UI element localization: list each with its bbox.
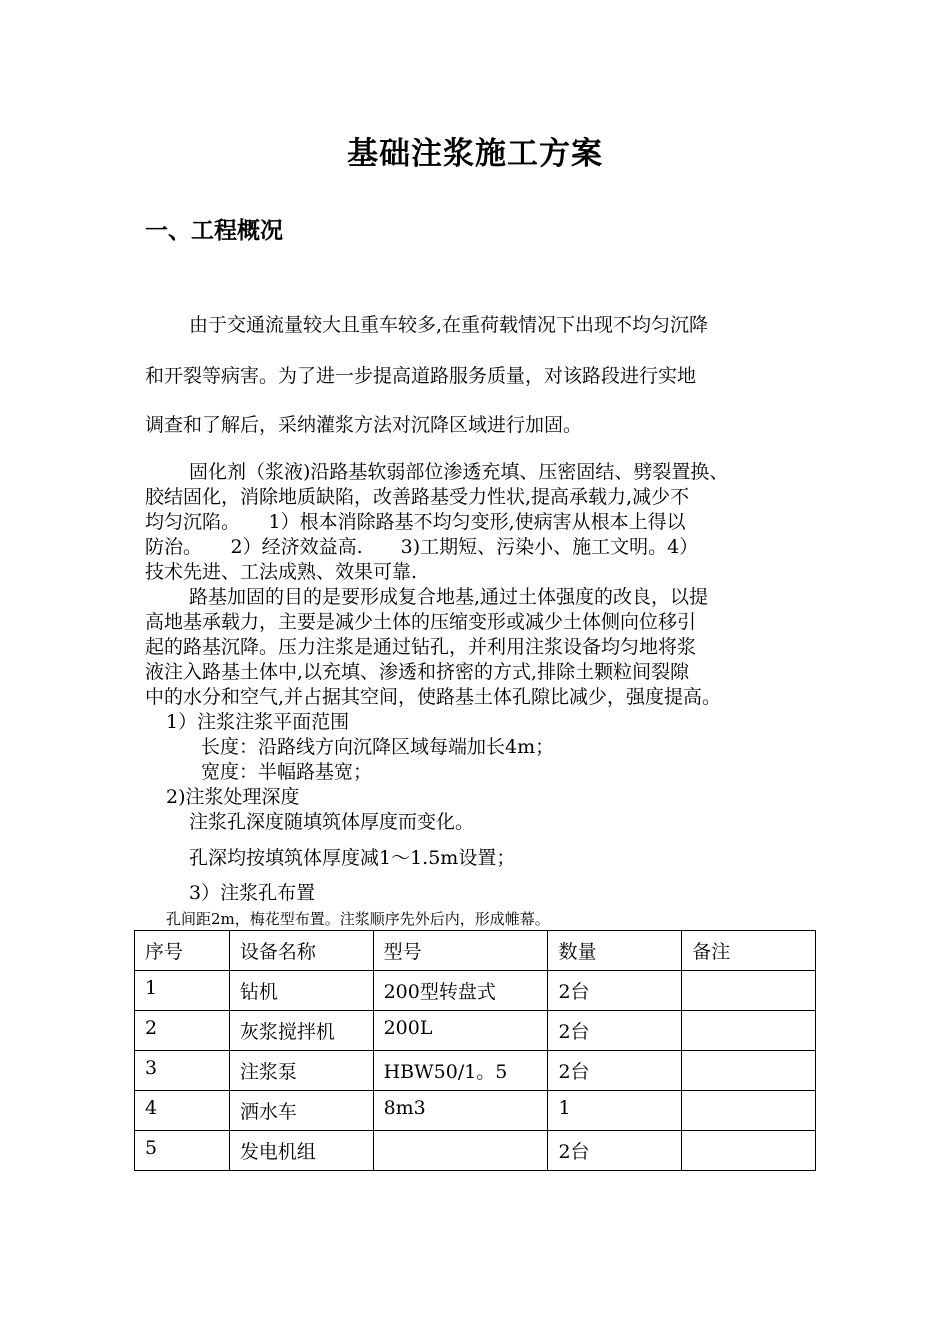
para2-line-11: 1）注浆注浆平面范围	[166, 711, 350, 733]
header-quantity: 数量	[548, 931, 682, 971]
para1-line-1: 由于交通流量较大且重车较多,在重荷载情况下出现不均匀沉降	[189, 314, 709, 336]
para2-line-8: 起的路基沉降。压力注浆是通过钻孔，并利用注浆设备均匀地将浆	[145, 636, 697, 658]
cell-model: 200L	[373, 1011, 548, 1051]
table-row	[135, 1091, 816, 1131]
cell-index: 1	[135, 971, 230, 1011]
para2-line-6: 路基加固的目的是要形成复合地基,通过土体强度的改良，以提	[189, 586, 709, 608]
cell-model: 8m3	[373, 1091, 548, 1131]
para2-line-14: 2)注浆处理深度	[166, 786, 300, 808]
table-row	[135, 1051, 816, 1091]
para2-line-10: 中的水分和空气,并占据其空间，使路基土体孔隙比减少，强度提高。	[145, 686, 722, 708]
header-remarks: 备注	[682, 931, 816, 971]
equipment-table	[134, 930, 816, 1171]
para1-line-3: 调查和了解后，采纳灌浆方法对沉降区域进行加固。	[145, 414, 583, 436]
para2-line-7: 高地基承载力，主要是减少土体的压缩变形或减少土体侧向位移引	[145, 611, 697, 633]
cell-remarks	[682, 1011, 816, 1051]
cell-index: 4	[135, 1091, 230, 1131]
cell-remarks	[682, 1091, 816, 1131]
cell-remarks	[682, 1131, 816, 1171]
cell-quantity: 1	[548, 1091, 682, 1131]
para2-line-1: 固化剂（浆液)沿路基软弱部位渗透充填、压密固结、劈裂置换、	[189, 461, 729, 483]
table-header-row	[135, 931, 816, 971]
para2-line-12: 长度：沿路线方向沉降区域每端加长4m；	[201, 736, 555, 758]
cell-index: 3	[135, 1051, 230, 1091]
para5-line: 孔间距2m，梅花型布置。注浆顺序先外后内，形成帷幕。	[166, 910, 550, 928]
document-title: 基础注浆施工方案	[347, 136, 603, 172]
cell-equipment-name: 发电机组	[229, 1131, 373, 1171]
cell-equipment-name: 注浆泵	[229, 1051, 373, 1091]
header-model: 型号	[373, 931, 548, 971]
para2-line-13: 宽度：半幅路基宽；	[201, 761, 373, 783]
table-row	[135, 1131, 816, 1171]
para2-line-4: 防治。 2）经济效益高. 3)工期短、污染小、施工文明。4）	[145, 536, 699, 558]
cell-index: 2	[135, 1011, 230, 1051]
cell-model	[373, 1131, 548, 1171]
cell-model: 200型转盘式	[373, 971, 548, 1011]
para2-line-5: 技术先进、工法成熟、效果可靠.	[145, 561, 418, 583]
cell-quantity: 2台	[548, 971, 682, 1011]
cell-quantity: 2台	[548, 1011, 682, 1051]
section-heading-overview: 一、工程概况	[145, 217, 283, 244]
cell-quantity: 2台	[548, 1051, 682, 1091]
cell-equipment-name: 灰浆搅拌机	[229, 1011, 373, 1051]
para2-line-15: 注浆孔深度随填筑体厚度而变化。	[189, 811, 475, 833]
para2-line-2: 胶结固化，消除地质缺陷，改善路基受力性状,提高承载力,减少不	[145, 486, 690, 508]
cell-remarks	[682, 1051, 816, 1091]
para4-line: 3）注浆孔布置	[189, 882, 316, 904]
cell-remarks	[682, 971, 816, 1011]
cell-quantity: 2台	[548, 1131, 682, 1171]
para2-line-9: 液注入路基土体中,以充填、渗透和挤密的方式,排除土颗粒间裂隙	[145, 661, 690, 683]
table-row	[135, 1011, 816, 1051]
cell-model: HBW50/1。5	[373, 1051, 548, 1091]
header-equipment-name: 设备名称	[229, 931, 373, 971]
header-index: 序号	[135, 931, 230, 971]
para2-line-3: 均匀沉陷。 1）根本消除路基不均匀变形,使病害从根本上得以	[145, 511, 686, 533]
cell-index: 5	[135, 1131, 230, 1171]
table-row	[135, 971, 816, 1011]
cell-equipment-name: 钻机	[229, 971, 373, 1011]
cell-equipment-name: 洒水车	[229, 1091, 373, 1131]
para3-line: 孔深均按填筑体厚度减1～1.5m设置；	[189, 847, 516, 869]
para1-line-2: 和开裂等病害。为了进一步提高道路服务质量，对该路段进行实地	[145, 365, 697, 387]
